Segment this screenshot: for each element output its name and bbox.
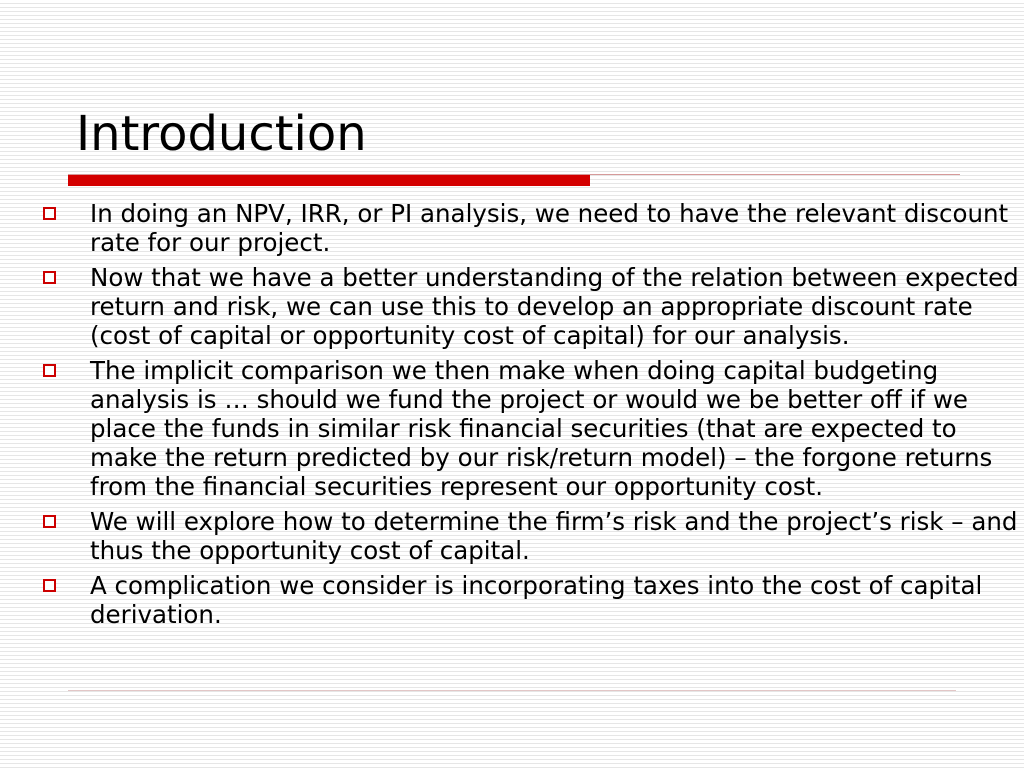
slide-title: Introduction bbox=[76, 106, 367, 162]
bullet-text: The implicit comparison we then make when doing capital budgeting analysis is … should we fund the project or would we be better off if we place the funds in similar risk financial securities (that are expected to make the return predicted by our risk/return model) – the forgone returns from the financial securities represent our opportunity cost. bbox=[90, 356, 993, 501]
bullet-text: We will explore how to determine the firm’s risk and the project’s risk – and thus the opportunity cost of capital. bbox=[90, 507, 1018, 565]
bullet-list bbox=[40, 199, 1020, 635]
hollow-square-bullet-icon bbox=[43, 271, 56, 284]
bullet-text: A complication we consider is incorporating taxes into the cost of capital derivation. bbox=[90, 571, 983, 629]
bullet-item bbox=[40, 199, 1020, 257]
hollow-square-bullet-icon bbox=[43, 579, 56, 592]
hollow-square-bullet-icon bbox=[43, 515, 56, 528]
bottom-divider bbox=[68, 690, 956, 691]
bullet-item bbox=[40, 263, 1020, 350]
hollow-square-bullet-icon bbox=[43, 364, 56, 377]
title-underline-accent-bar bbox=[68, 175, 590, 186]
bullet-item bbox=[40, 507, 1020, 565]
bullet-item bbox=[40, 356, 1020, 501]
bullet-text: In doing an NPV, IRR, or PI analysis, we need to have the relevant discount rate for our project. bbox=[90, 199, 1009, 257]
hollow-square-bullet-icon bbox=[43, 207, 56, 220]
bullet-item bbox=[40, 571, 1020, 629]
bullet-text: Now that we have a better understanding of the relation between expected return and risk, we can use this to develop an appropriate discount rate (cost of capital or opportunity cost of capital) for our analysis. bbox=[90, 263, 1019, 350]
